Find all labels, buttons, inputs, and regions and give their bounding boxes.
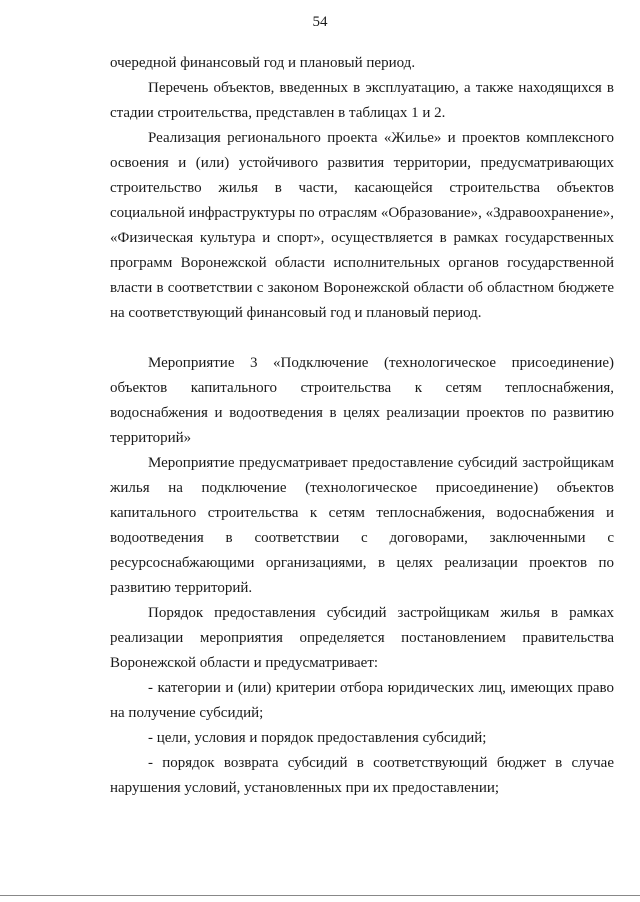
measure-3-heading: Мероприятие 3 «Подключение (технологическое присоединение) объектов капитального строительства к сетям теплоснабжения, водоснабжения и водоотведения в целях реализации проектов по развитию территорий» (110, 355, 614, 446)
paragraph-gap (110, 326, 614, 351)
paragraph-housing-project: Реализация регионального проекта «Жилье» и проектов комплексного освоения и (или) устойчивого развития территории, предусматривающих строительство жилья в части, касающейся строительства объектов социальной инфраструктуры по отраслям «Образование», «Здравоохранение», «Физическая культура и спорт», осуществляется в рамках государственных программ Воронежской области исполнительных органов государственной власти в соответствии с законом Воронежской области об областном бюджете на соответствующий финансовый год и плановый период. (110, 130, 614, 321)
list-item-goals: - цели, условия и порядок предоставления субсидий; (148, 730, 487, 746)
list-item-refund: - порядок возврата субсидий в соответствующий бюджет в случае нарушения условий, установленных при их предоставлении; (110, 755, 614, 796)
page-number: 54 (312, 14, 328, 30)
paragraph-subsidy-procedure: Порядок предоставления субсидий застройщикам жилья в рамках реализации мероприятия определяется постановлением правительства Воронежской области и предусматривает: (110, 605, 614, 671)
paragraph-objects-list: Перечень объектов, введенных в эксплуатацию, а также находящихся в стадии строительства, представлен в таблицах 1 и 2. (110, 80, 614, 121)
paragraph-budget-period-end: очередной финансовый год и плановый период. (110, 55, 416, 71)
document-body (110, 51, 614, 801)
list-item-criteria: - категории и (или) критерии отбора юридических лиц, имеющих право на получение субсидий; (110, 680, 614, 721)
paragraph-subsidies: Мероприятие предусматривает предоставление субсидий застройщикам жилья на подключение (технологическое присоединение) объектов капитального строительства к сетям теплоснабжения, водоснабжения и водоотведения в соответствии с договорами, заключенными с ресурсоснабжающими организациями, в целях реализации проектов по развитию территорий. (110, 455, 614, 596)
bottom-edge-line (0, 895, 640, 896)
